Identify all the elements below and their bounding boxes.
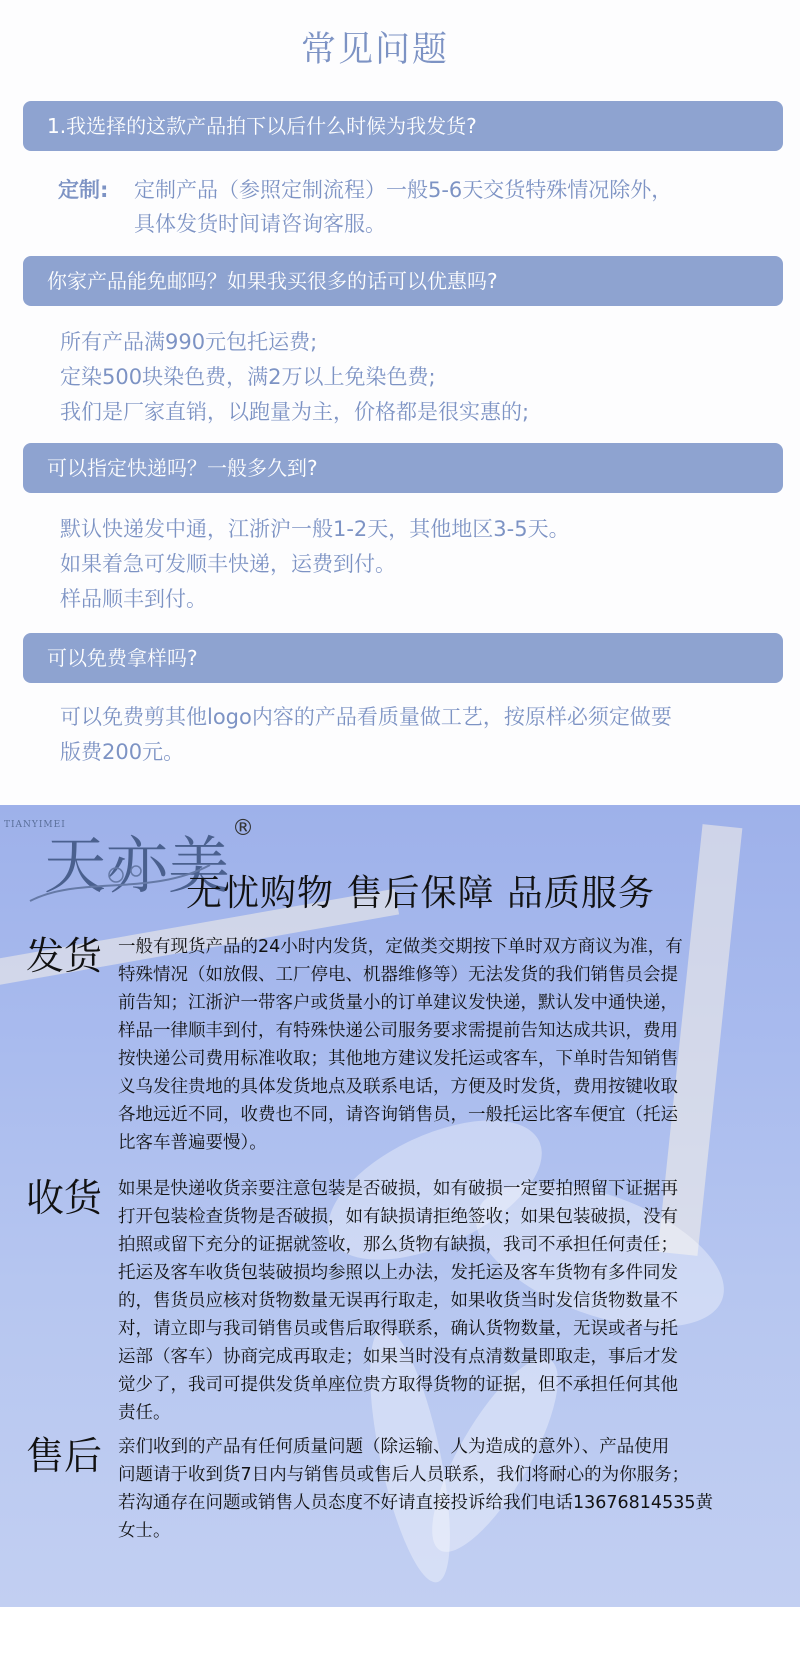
- aftersales-line: 亲们收到的产品有任何质量问题（除运输、人为造成的意外）、产品使用: [118, 1437, 670, 1457]
- aftersales-title: 售后: [26, 1434, 103, 1478]
- receiving-line: 如果是快递收货亲要注意包装是否破损，如有破损一定要拍照留下证据再: [118, 1179, 678, 1199]
- service-slogan: 无忧购物 售后保障 品质服务: [186, 873, 655, 914]
- answer-line: 具体发货时间请咨询客服。: [134, 212, 386, 236]
- faq-question-3: 可以指定快递吗？一般多久到?: [23, 443, 783, 493]
- answer-line: 版费200元。: [60, 740, 185, 764]
- shipping-line: 一般有现货产品的24小时内发货，定做类交期按下单时双方商议为准，有: [118, 937, 683, 957]
- answer-line: 定制产品（参照定制流程）一般5-6天交货特殊情况除外，: [134, 178, 673, 202]
- policy-banner: [0, 805, 800, 1607]
- aftersales-body: [118, 1433, 778, 1545]
- faq-question-4: 可以免费拿样吗?: [23, 633, 783, 683]
- bottom-spacer: [0, 1607, 800, 1657]
- shipping-body: [118, 933, 778, 1157]
- answer-line: 如果着急可发顺丰快递，运费到付。: [60, 552, 396, 576]
- receiving-body: [118, 1175, 778, 1427]
- receiving-line: 责任。: [118, 1403, 171, 1423]
- shipping-line: 各地远近不同，收费也不同，请咨询销售员，一般托运比客车便宜（托运: [118, 1105, 678, 1125]
- logo-chinese: 天亦美: [44, 829, 231, 902]
- receiving-line: 对，请立即与我司销售员或售后取得联系，确认货物数量，无误或者与托: [118, 1319, 678, 1339]
- shipping-line: 特殊情况（如放假、工厂停电、机器维修等）无法发货的我们销售员会提: [118, 965, 678, 985]
- faq-answer-3: [60, 512, 770, 617]
- aftersales-line: 女士。: [118, 1521, 171, 1541]
- faq-question-2: 你家产品能免邮吗？如果我买很多的话可以优惠吗?: [23, 256, 783, 306]
- faq-question-1: 1.我选择的这款产品拍下以后什么时候为我发货?: [23, 101, 783, 151]
- shipping-line: 样品一律顺丰到付，有特殊快递公司服务要求需提前告知达成共识，费用: [118, 1021, 678, 1041]
- answer-line: 可以免费剪其他logo内容的产品看质量做工艺，按原样必须定做要: [60, 705, 672, 729]
- receiving-line: 觉少了，我司可提供发货单座位贵方取得货物的证据，但不承担任何其他: [118, 1375, 678, 1395]
- faq-section: [0, 0, 800, 805]
- shipping-title: 发货: [26, 934, 103, 978]
- answer-line: 样品顺丰到付。: [60, 587, 207, 611]
- receiving-line: 拍照或留下充分的证据就签收，那么货物有缺损，我司不承担任何责任；: [118, 1235, 678, 1255]
- shipping-line: 义乌发往贵地的具体发货地点及联系电话，方便及时发货，费用按键收取: [118, 1077, 678, 1097]
- faq-answer-2: [60, 325, 770, 430]
- receiving-line: 托运及客车收货包装破损均参照以上办法，发托运及客车货物有多件同发: [118, 1263, 678, 1283]
- answer-label-custom: 定制:: [58, 178, 109, 202]
- aftersales-line: 若沟通存在问题或销售人员态度不好请直接投诉给我们电话13676814535黄: [118, 1493, 713, 1513]
- receiving-line: 的，售货员应核对货物数量无误再行取走，如果收货当时发信货物数量不: [118, 1291, 678, 1311]
- shipping-line: 前告知；江浙沪一带客户或货量小的订单建议发快递，默认发中通快递，: [118, 993, 678, 1013]
- answer-line: 所有产品满990元包托运费;: [60, 330, 318, 354]
- faq-title: 常见问题: [300, 30, 449, 70]
- faq-answer-4: [60, 700, 770, 770]
- receiving-line: 运部（客车）协商完成再取走；如果当时没有点清数量即取走，事后才发: [118, 1347, 678, 1367]
- answer-line: 我们是厂家直销，以跑量为主，价格都是很实惠的;: [60, 400, 530, 424]
- receiving-title: 收货: [26, 1176, 103, 1220]
- logo-latin: TIANYIMEI: [4, 820, 66, 830]
- faq-answer-1: [58, 173, 788, 241]
- registered-mark: ®: [232, 816, 254, 841]
- shipping-line: 按快递公司费用标准收取；其他地方建议发托运或客车，下单时告知销售: [118, 1049, 678, 1069]
- answer-line: 默认快递发中通，江浙沪一般1-2天，其他地区3-5天。: [60, 517, 570, 541]
- receiving-line: 打开包装检查货物是否破损，如有缺损请拒绝签收；如果包装破损，没有: [118, 1207, 678, 1227]
- aftersales-line: 问题请于收到货7日内与销售员或售后人员联系，我们将耐心的为你服务；: [118, 1465, 690, 1485]
- shipping-line: 比客车普遍要慢）。: [118, 1133, 267, 1153]
- answer-line: 定染500块染色费，满2万以上免染色费;: [60, 365, 436, 389]
